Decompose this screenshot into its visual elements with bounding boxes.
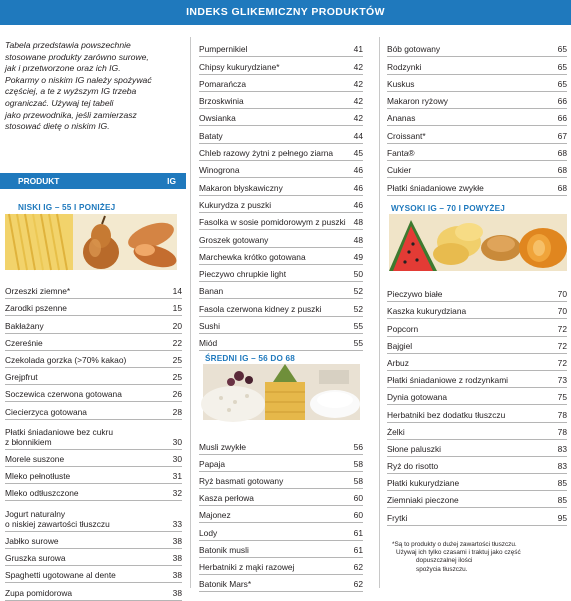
- product-name: Ziemniaki pieczone: [387, 495, 459, 506]
- footnote: [392, 541, 521, 574]
- table-row: [5, 282, 182, 299]
- product-name: Winogrona: [199, 165, 240, 176]
- intro-line: Tabela przedstawia powszechnie: [5, 40, 131, 50]
- table-row: [5, 549, 182, 566]
- ig-value: 85: [557, 495, 567, 506]
- ig-value: 66: [557, 96, 567, 107]
- column-divider: [379, 37, 380, 588]
- table-row: [199, 575, 363, 592]
- table-row: [387, 474, 567, 491]
- mid-ig-food-photo: [203, 364, 360, 420]
- ig-value: 61: [353, 527, 363, 538]
- ig-value: 70: [557, 306, 567, 317]
- table-row: [199, 523, 363, 540]
- intro-line: Pokarmy o niskim IG należy spożywać: [5, 74, 152, 85]
- table-row: [387, 337, 567, 354]
- ig-value: 22: [172, 337, 182, 348]
- table-row: [387, 491, 567, 508]
- intro-text: [5, 40, 165, 133]
- table-row: [5, 299, 182, 316]
- product-name: Płatki śniadaniowe zwykłe: [387, 182, 484, 193]
- product-name: Płatki kukurydziane: [387, 478, 460, 489]
- product-name: Sushi: [199, 321, 220, 332]
- product-name: Mleko odtłuszczone: [5, 488, 79, 499]
- table-row: [387, 126, 567, 143]
- col2-mid-list: [199, 438, 363, 592]
- ig-value: 49: [353, 251, 363, 262]
- table-row: [387, 354, 567, 371]
- table-row: [199, 506, 363, 523]
- table-row: [387, 40, 567, 57]
- table-row: [5, 420, 182, 450]
- ig-value: 42: [353, 78, 363, 89]
- product-name: Cukier: [387, 165, 412, 176]
- product-name: Herbatniki bez dodatku tłuszczu: [387, 409, 506, 420]
- table-row: [199, 161, 363, 178]
- ig-value: 14: [172, 286, 182, 297]
- ig-value: 55: [353, 338, 363, 349]
- product-name: Pieczywo białe: [387, 289, 443, 300]
- product-name: Miód: [199, 338, 218, 349]
- table-row: [387, 405, 567, 422]
- table-row: [5, 385, 182, 402]
- table-row: [387, 285, 567, 302]
- table-row: [5, 532, 182, 549]
- product-name: Czekolada gorzka (>70% kakao): [5, 354, 127, 365]
- table-row: [199, 317, 363, 334]
- ig-value: 48: [353, 234, 363, 245]
- ig-value: 31: [172, 471, 182, 482]
- product-name: Kuskus: [387, 78, 415, 89]
- ig-value: 45: [353, 148, 363, 159]
- table-row: [387, 423, 567, 440]
- ig-value: 58: [353, 459, 363, 470]
- product-name: Dynia gotowana: [387, 392, 448, 403]
- ig-value: 70: [557, 289, 567, 300]
- product-name: Musli zwykłe: [199, 442, 246, 453]
- product-name: Brzoskwinia: [199, 96, 244, 107]
- product-name: Lody: [199, 527, 218, 538]
- col3-high-list: [387, 285, 567, 526]
- ig-value: 48: [353, 217, 363, 228]
- table-row: [199, 196, 363, 213]
- section-title-high: WYSOKI IG – 70 I POWYŻEJ: [391, 204, 505, 213]
- product-name: Kukurydza z puszki: [199, 199, 272, 210]
- ig-value: 78: [557, 426, 567, 437]
- ig-value: 73: [557, 375, 567, 386]
- table-row: [5, 402, 182, 419]
- product-name: Rodzynki: [387, 61, 422, 72]
- ig-value: 60: [353, 493, 363, 504]
- table-row: [387, 302, 567, 319]
- product-name: Majonez: [199, 510, 231, 521]
- ig-value: 46: [353, 182, 363, 193]
- ig-value: 42: [353, 61, 363, 72]
- product-name: Ananas: [387, 113, 416, 124]
- product-name: Płatki śniadaniowe z rodzynkami: [387, 375, 509, 386]
- product-name: Kasza perłowa: [199, 493, 254, 504]
- product-name: Arbuz: [387, 357, 409, 368]
- ig-value: 58: [353, 476, 363, 487]
- table-row: [199, 489, 363, 506]
- intro-line: jak i przetworzone oraz ich IG.: [5, 63, 121, 74]
- ig-value: 85: [557, 478, 567, 489]
- table-row: [387, 57, 567, 74]
- product-name: Frytki: [387, 512, 408, 523]
- product-name: Jabłko surowe: [5, 536, 59, 547]
- table-header-bar: [0, 173, 186, 189]
- col2-low-list: [199, 40, 363, 351]
- ig-value: 68: [557, 182, 567, 193]
- ig-value: 72: [557, 323, 567, 334]
- table-row: [199, 109, 363, 126]
- product-name: Bób gotowany: [387, 44, 441, 55]
- product-name: Gruszka surowa: [5, 553, 66, 564]
- ig-value: 52: [353, 303, 363, 314]
- product-name: Ciecierzyca gotowana: [5, 406, 87, 417]
- product-name: Fasola czerwona kidney z puszki: [199, 303, 322, 314]
- intro-line: ograniczać. Używaj tej tabeli: [5, 97, 114, 108]
- ig-value: 75: [557, 392, 567, 403]
- table-row: [199, 40, 363, 57]
- table-row: [199, 75, 363, 92]
- product-name: Pomarańcza: [199, 78, 247, 89]
- table-row: [199, 230, 363, 247]
- intro-line: stosowane produkty zarówno surowe,: [5, 51, 149, 62]
- ig-value: 72: [557, 357, 567, 368]
- ig-value: 33: [172, 518, 182, 529]
- product-name: Soczewica czerwona gotowana: [5, 389, 122, 400]
- product-name: Bajgiel: [387, 340, 413, 351]
- ig-value: 41: [353, 44, 363, 55]
- product-name: Batonik Mars*: [199, 578, 252, 589]
- column-divider: [190, 37, 191, 588]
- product-name: Makaron ryżowy: [387, 96, 448, 107]
- ig-value: 50: [353, 269, 363, 280]
- ig-value: 26: [172, 389, 182, 400]
- ig-value: 60: [353, 510, 363, 521]
- ig-value: 83: [557, 443, 567, 454]
- product-name: Płatki śniadaniowe bez cukru z błonnikiem: [5, 426, 114, 447]
- ig-value: 44: [353, 130, 363, 141]
- intro-line: częściej, a te z wyższym IG trzeba: [5, 86, 137, 97]
- footnote-line: Używaj ich tylko czasami i traktuj jako część: [396, 549, 521, 557]
- ig-value: 72: [557, 340, 567, 351]
- product-name: Grejpfrut: [5, 372, 38, 383]
- product-name: Chipsy kukurydziane*: [199, 61, 280, 72]
- table-row: [5, 368, 182, 385]
- table-row: [5, 583, 182, 600]
- product-name: Zupa pomidorowa: [5, 587, 73, 598]
- ig-value: 42: [353, 96, 363, 107]
- ig-value: 46: [353, 165, 363, 176]
- table-row: [387, 440, 567, 457]
- ig-value: 28: [172, 406, 182, 417]
- product-name: Ryż basmati gotowany: [199, 476, 284, 487]
- product-name: Fasolka w sosie pomidorowym z puszki: [199, 217, 346, 228]
- product-name: Czereśnie: [5, 337, 43, 348]
- table-row: [199, 558, 363, 575]
- ig-value: 30: [172, 436, 182, 447]
- product-name: Morele suszone: [5, 454, 65, 465]
- product-name: Kaszka kukurydziana: [387, 306, 467, 317]
- ig-value: 32: [172, 488, 182, 499]
- table-row: [5, 566, 182, 583]
- table-row: [5, 484, 182, 501]
- ig-value: 66: [557, 113, 567, 124]
- product-name: Bataty: [199, 130, 223, 141]
- page-header: [0, 0, 571, 25]
- ig-value: 20: [172, 320, 182, 331]
- table-row: [387, 75, 567, 92]
- ig-value: 38: [172, 553, 182, 564]
- ig-value: 56: [353, 442, 363, 453]
- ig-value: 52: [353, 286, 363, 297]
- ig-value: 42: [353, 113, 363, 124]
- col1-list: [5, 282, 182, 601]
- ig-value: 38: [172, 536, 182, 547]
- table-row: [387, 144, 567, 161]
- product-name: Orzeszki ziemne*: [5, 286, 71, 297]
- ig-value: 62: [353, 561, 363, 572]
- product-name: Jogurt naturalny o niskiej zawartości tłuszczu: [5, 508, 110, 529]
- table-row: [199, 455, 363, 472]
- product-name: Żelki: [387, 426, 405, 437]
- high-ig-food-photo: [389, 214, 567, 271]
- table-row: [5, 467, 182, 484]
- product-name: Słone paluszki: [387, 443, 442, 454]
- page-title: INDEKS GLIKEMICZNY PRODUKTÓW: [186, 6, 385, 18]
- ig-value: 68: [557, 148, 567, 159]
- intro-line: jako przewodnika, jeśli zamierzasz: [5, 109, 137, 120]
- product-name: Batonik musli: [199, 544, 249, 555]
- table-row: [199, 299, 363, 316]
- ig-value: 46: [353, 199, 363, 210]
- product-name: Ryż do risotto: [387, 461, 439, 472]
- ig-value: 78: [557, 409, 567, 420]
- product-name: Mleko pełnotłuste: [5, 471, 71, 482]
- footnote-line: spożycia tłuszczu.: [416, 565, 468, 573]
- table-row: [199, 92, 363, 109]
- table-row: [199, 438, 363, 455]
- table-row: [5, 334, 182, 351]
- product-name: Papaja: [199, 459, 226, 470]
- table-row: [387, 319, 567, 336]
- table-row: [387, 388, 567, 405]
- product-name: Spaghetti ugotowane al dente: [5, 570, 116, 581]
- table-row: [199, 334, 363, 351]
- ig-value: 25: [172, 372, 182, 383]
- ig-value: 30: [172, 454, 182, 465]
- table-row: [199, 213, 363, 230]
- product-name: Owsianka: [199, 113, 236, 124]
- product-name: Bakłażany: [5, 320, 44, 331]
- ig-column-header: IG: [167, 176, 176, 186]
- table-row: [199, 57, 363, 74]
- table-row: [5, 501, 182, 531]
- ig-value: 15: [172, 303, 182, 314]
- ig-value: 62: [353, 578, 363, 589]
- ig-value: 67: [557, 130, 567, 141]
- product-name: Banan: [199, 286, 224, 297]
- table-row: [387, 161, 567, 178]
- table-row: [199, 126, 363, 143]
- table-row: [5, 351, 182, 368]
- product-name: Chleb razowy żytni z pełnego ziarna: [199, 148, 334, 159]
- table-row: [5, 316, 182, 333]
- ig-value: 61: [353, 544, 363, 555]
- col3-mid-list: [387, 40, 567, 196]
- footnote-line: *Są to produkty o dużej zawartości tłuszczu.: [392, 541, 517, 548]
- intro-line: stosować dietę o niskim IG.: [5, 121, 110, 132]
- ig-value: 55: [353, 321, 363, 332]
- ig-value: 65: [557, 61, 567, 72]
- product-name: Herbatniki z mąki razowej: [199, 561, 295, 572]
- product-name: Croissant*: [387, 130, 426, 141]
- table-row: [199, 144, 363, 161]
- ig-value: 83: [557, 461, 567, 472]
- product-column-header: PRODUKT: [18, 176, 60, 186]
- ig-value: 25: [172, 354, 182, 365]
- ig-value: 65: [557, 44, 567, 55]
- ig-value: 65: [557, 78, 567, 89]
- table-row: [387, 92, 567, 109]
- ig-value: 68: [557, 165, 567, 176]
- product-name: Groszek gotowany: [199, 234, 269, 245]
- product-name: Popcorn: [387, 323, 419, 334]
- ig-value: 38: [172, 587, 182, 598]
- table-row: [199, 472, 363, 489]
- low-ig-food-photo: [5, 214, 177, 270]
- product-name: Marchewka krótko gotowana: [199, 251, 306, 262]
- table-row: [5, 450, 182, 467]
- ig-value: 38: [172, 570, 182, 581]
- section-title-mid: ŚREDNI IG – 56 DO 68: [205, 354, 296, 363]
- ig-value: 95: [557, 512, 567, 523]
- product-name: Pumpernikiel: [199, 44, 248, 55]
- product-name: Pieczywo chrupkie light: [199, 269, 287, 280]
- footnote-line: dopuszczalnej ilości: [416, 557, 473, 565]
- table-row: [199, 282, 363, 299]
- table-row: [387, 109, 567, 126]
- table-row: [199, 178, 363, 195]
- product-name: Fanta®: [387, 148, 415, 159]
- table-row: [387, 457, 567, 474]
- table-row: [199, 265, 363, 282]
- table-row: [199, 248, 363, 265]
- table-row: [387, 508, 567, 525]
- table-row: [387, 178, 567, 195]
- table-row: [387, 371, 567, 388]
- section-title-low: NISKI IG – 55 I PONIŻEJ: [18, 203, 116, 212]
- product-name: Zarodki pszenne: [5, 303, 67, 314]
- table-row: [199, 541, 363, 558]
- product-name: Makaron błyskawiczny: [199, 182, 283, 193]
